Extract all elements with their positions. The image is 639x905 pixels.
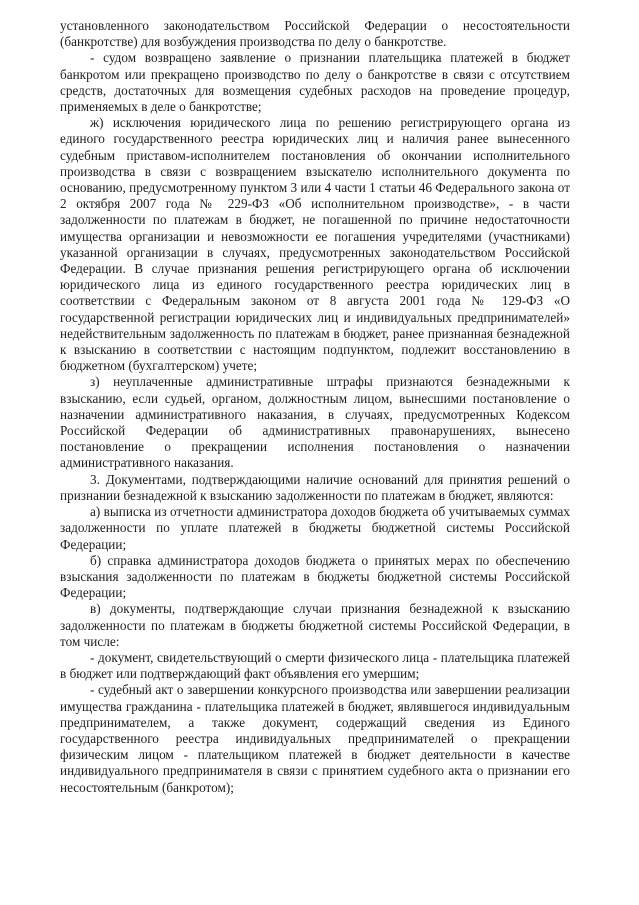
paragraph: а) выписка из отчетности администратора доходов бюджета об учитываемых суммах задолженности по уплате платежей в бюджеты бюджетной системы Российской Федерации; bbox=[60, 504, 570, 552]
paragraph: 3. Документами, подтверждающими наличие оснований для принятия решений о признании безнадежной к взысканию задолженности по платежам в бюджет, являются: bbox=[60, 471, 570, 503]
paragraph: б) справка администратора доходов бюджета о принятых мерах по обеспечению взыскания задолженности по платежам в бюджеты бюджетной системы Российской Федерации; bbox=[60, 552, 570, 601]
document-body bbox=[60, 18, 570, 796]
paragraph: в) документы, подтверждающие случаи признания безнадежной к взысканию задолженности по платежам в бюджеты бюджетной системы Российской Федерации, в том числе: bbox=[60, 601, 570, 649]
paragraph: ж) исключения юридического лица по решению регистрирующего органа из единого государственного реестра юридических лиц и наличия ранее вынесенного судебным приставом-исполнителем постановления об окончании исполнительного производства в связи с возвращением взыскателю исполнительного документа по основанию, предусмотренному пунктом 3 или 4 части 1 статьи 46 Федерального закона от 2 октября 2007 года № 229-ФЗ «Об исполнительном производстве», - в части задолженности по платежам в бюджет, не погашенной по причине недостаточности имущества организации и невозможности ее погашения учредителями (участниками) указанной организации в случаях, предусмотренных законодательством Российской Федерации. В случае признания решения регистрирующего органа об исключении юридического лица из единого государственного реестра юридических лиц в соответствии с Федеральным законом от 8 августа 2001 года № 129-ФЗ «О государственной регистрации юридических лиц и индивидуальных предпринимателей» недействительным задолженность по платежам в бюджет, ранее признанная безнадежной к взысканию в соответствии с настоящим подпунктом, подлежит восстановлению в бюджетном (бухгалтерском) учете; bbox=[60, 115, 570, 374]
paragraph: з) неуплаченные административные штрафы признаются безнадежными к взысканию, если судьей, органом, должностным лицом, вынесшими постановление о назначении административного наказания, в случаях, предусмотренных Кодексом Российской Федерации об административных правонарушениях, вынесено постановление о прекращении исполнения постановления о назначении административного наказания. bbox=[60, 374, 570, 471]
paragraph: - судебный акт о завершении конкурсного производства или завершении реализации имущества гражданина - плательщика платежей в бюджет, являвшегося индивидуальным предпринимателем, а также документ, содержащий сведения из Единого государственного реестра индивидуальных предпринимателей о прекращении физическим лицом - плательщиком платежей в бюджет деятельности в качестве индивидуального предпринимателя в связи с принятием судебного акта о признании его несостоятельным (банкротом); bbox=[60, 682, 570, 795]
paragraph: - судом возвращено заявление о признании плательщика платежей в бюджет банкротом или прекращено производство по делу о банкротстве в связи с отсутствием средств, достаточных для возмещения судебных расходов на проведение процедур, применяемых в деле о банкротстве; bbox=[60, 50, 570, 115]
paragraph: - документ, свидетельствующий о смерти физического лица - плательщика платежей в бюджет или подтверждающий факт объявления его умершим; bbox=[60, 649, 570, 682]
paragraph: установленного законодательством Российской Федерации о несостоятельности (банкротстве) для возбуждения производства по делу о банкротстве. bbox=[60, 18, 570, 50]
